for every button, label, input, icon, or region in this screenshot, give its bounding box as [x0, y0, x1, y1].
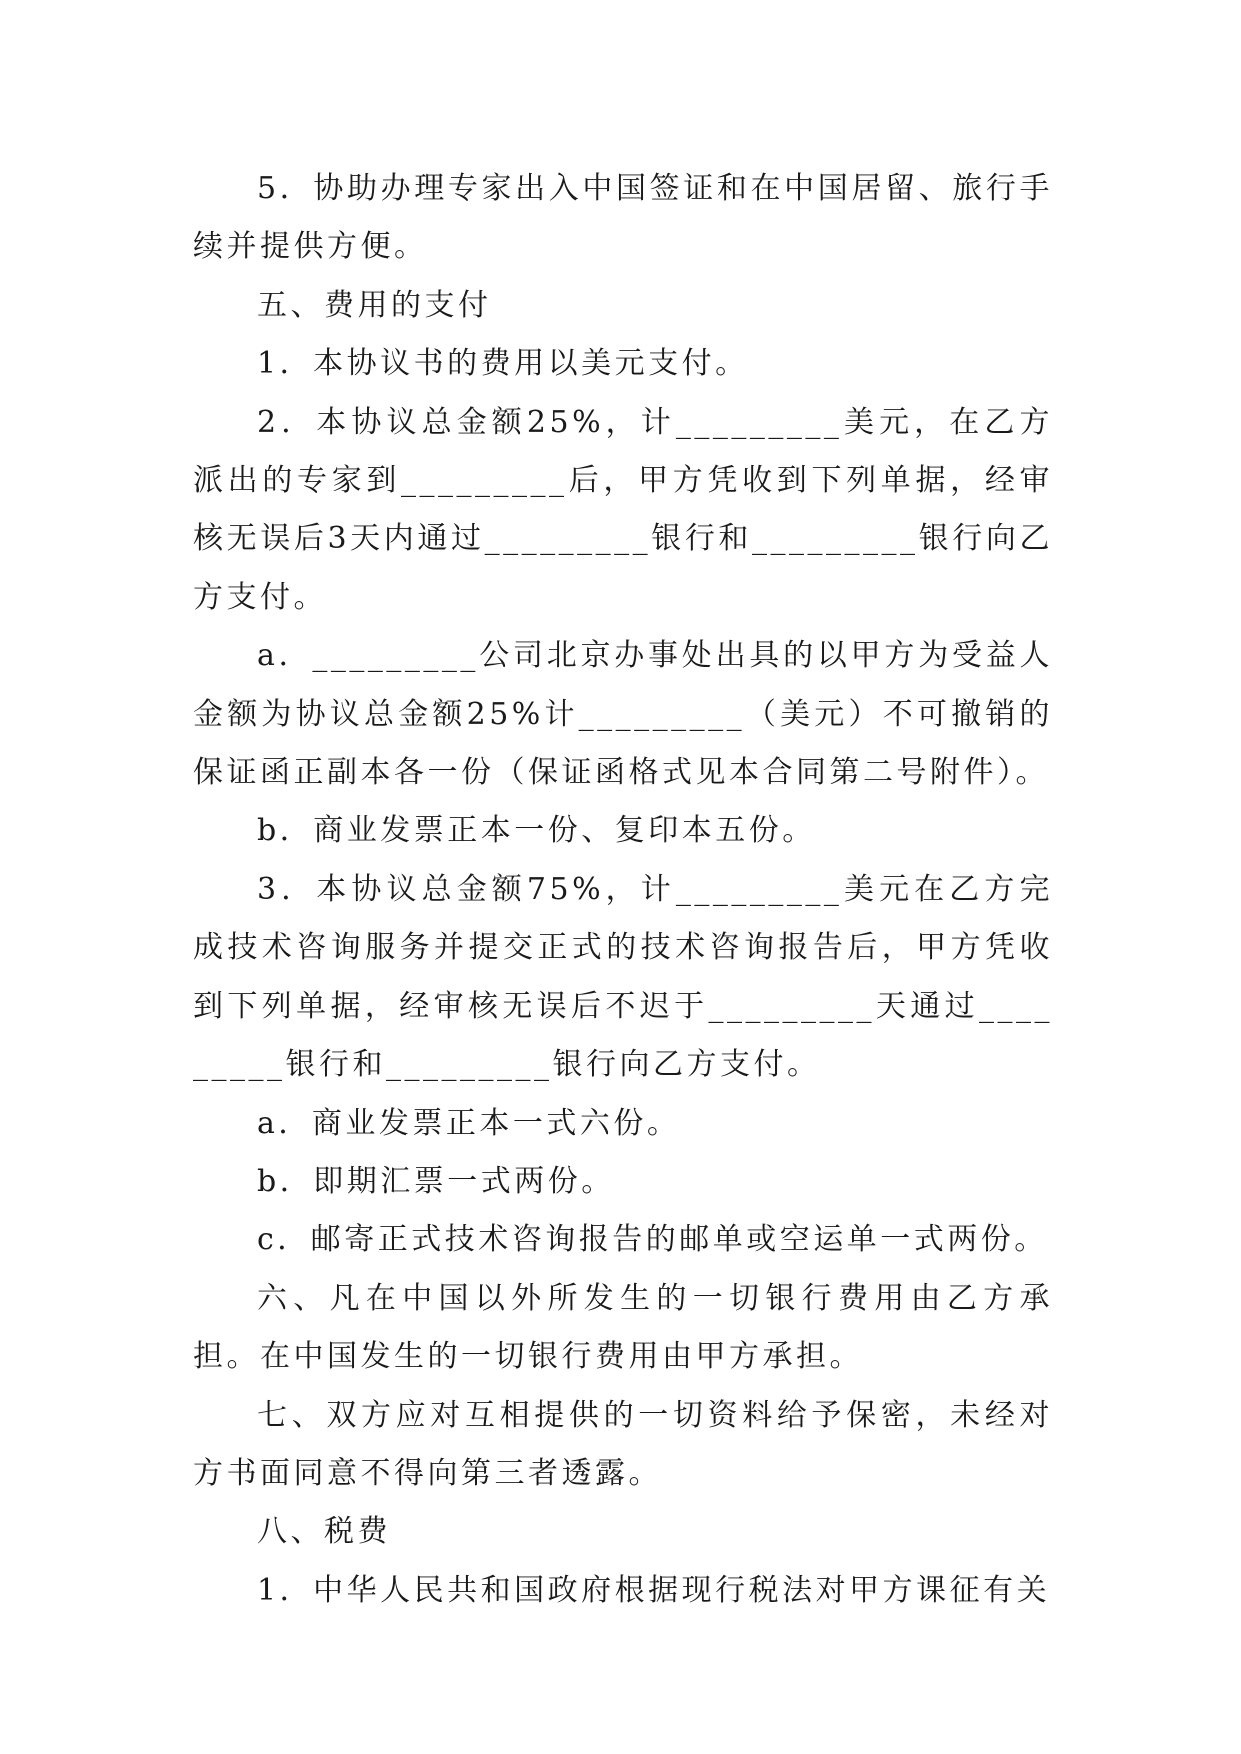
paragraph: 3．本协议总金额75%，计_________美元在乙方完成技术咨询服务并提交正式的技术咨询报告后，甲方凭收到下列单据，经审核无误后不迟于_________天通过_________银行和_________银行向乙方支付。	[193, 871, 1053, 1083]
paragraph: b．商业发票正本一份、复印本五份。	[257, 813, 816, 849]
paragraph: 七、双方应对互相提供的一切资料给予保密，未经对方书面同意不得向第三者透露。	[193, 1397, 1053, 1491]
paragraph: 1．本协议书的费用以美元支付。	[257, 346, 749, 382]
paragraph: c．邮寄正式技术咨询报告的邮单或空运单一式两份。	[257, 1222, 1048, 1258]
contract-body	[193, 160, 1053, 1620]
paragraph: 六、凡在中国以外所发生的一切银行费用由乙方承担。在中国发生的一切银行费用由甲方承担。	[193, 1280, 1053, 1375]
section-heading: 五、费用的支付	[257, 287, 492, 323]
paragraph: 5．协助办理专家出入中国签证和在中国居留、旅行手续并提供方便。	[193, 171, 1053, 265]
paragraph: a．_________公司北京办事处出具的以甲方为受益人金额为协议总金额25%计_________（美元）不可撤销的保证函正副本各一份（保证函格式见本合同第二号附件）。	[193, 638, 1053, 791]
paragraph: b．即期汇票一式两份。	[257, 1163, 615, 1199]
paragraph: a．商业发票正本一式六份。	[257, 1105, 681, 1141]
paragraph: 1．中华人民共和国政府根据现行税法对甲方课征有关	[257, 1572, 1051, 1608]
paragraph: 2．本协议总金额25%，计_________美元，在乙方派出的专家到_________后，甲方凭收到下列单据，经审核无误后3天内通过_________银行和_________银行向乙方支付。	[193, 404, 1053, 615]
section-heading: 八、税费	[257, 1514, 391, 1550]
